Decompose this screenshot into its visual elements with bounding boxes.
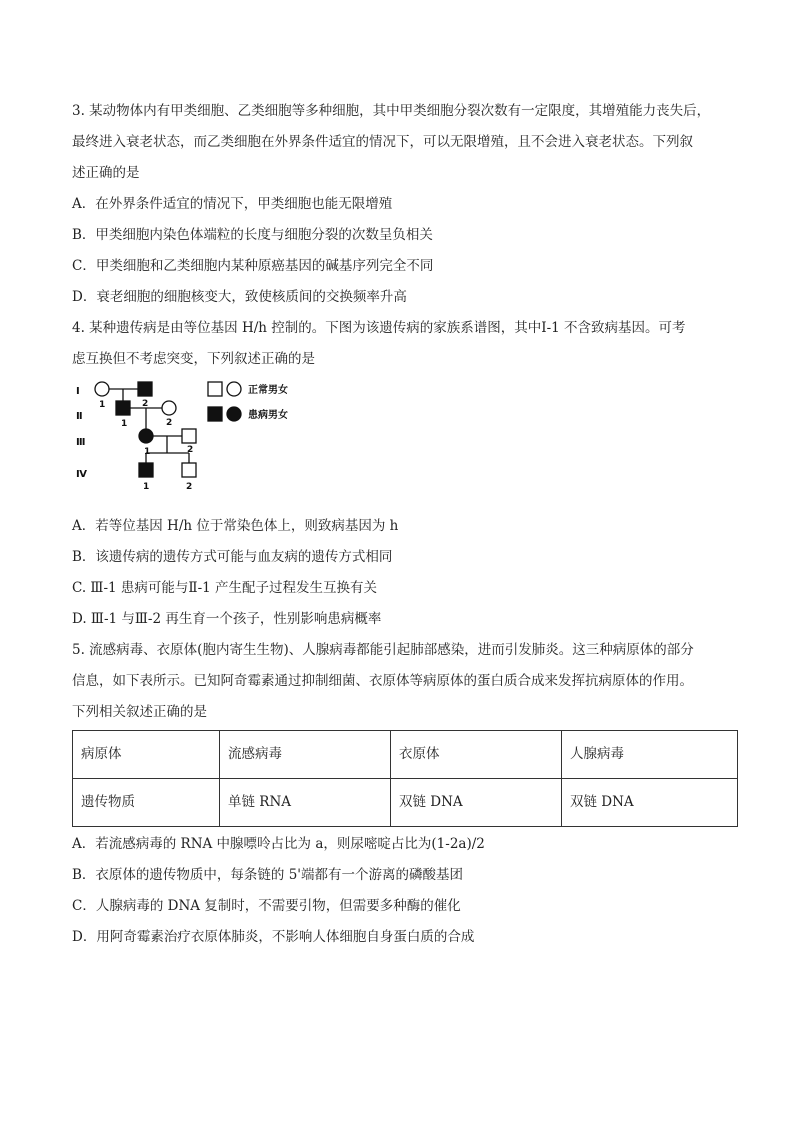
gen-label-1: Ⅰ [76,386,80,397]
q4-stem-line: 4. 某种遗传病是由等位基因 H/h 控制的。下图为该遗传病的家族系谱图，其中Ⅰ-1 不含致病基因。可考 [72,320,686,336]
q3-option-c: C．甲类细胞和乙类细胞内某种原癌基因的碱基序列完全不同 [72,258,434,274]
q4-option-a: A．若等位基因 H/h 位于常染色体上，则致病基因为 h [72,518,399,534]
individual-number: 2 [186,482,193,492]
table-cell: 病原体 [73,731,220,779]
individual-number: 1 [144,447,151,457]
table-cell: 衣原体 [391,731,562,779]
individual-number: 1 [143,482,150,492]
individual-number: 1 [99,400,106,410]
q5-option-b: B．衣原体的遗传物质中，每条链的 5'端都有一个游离的磷酸基团 [72,867,464,883]
table-cell: 双链 DNA [562,779,738,827]
pedigree-svg [72,377,332,505]
q4-stem-line: 虑互换但不考虑突变，下列叙述正确的是 [72,351,315,367]
pedigree-male-affected [116,401,130,415]
question-4 [72,313,738,635]
pedigree-male-normal [182,463,196,477]
q5-stem-line: 5. 流感病毒、衣原体(胞内寄生生物)、人腺病毒都能引起肺部感染，进而引发肺炎。这三种病原体的部分 [72,642,694,658]
legend-female-affected [227,407,241,421]
pedigree-female-normal [162,401,176,415]
exam-page [72,96,738,953]
q3-option-d: D．衰老细胞的细胞核变大，致使核质间的交换频率升高 [72,289,407,305]
q5-option-c: C．人腺病毒的 DNA 复制时，不需要引物，但需要多种酶的催化 [72,898,461,914]
question-3 [72,96,738,313]
individual-number: 1 [121,419,128,429]
q3-stem-line: 最终进入衰老状态，而乙类细胞在外界条件适宜的情况下，可以无限增殖，且不会进入衰老状态。下列叙 [72,134,693,150]
table-cell: 单链 RNA [220,779,391,827]
q4-option-b: B．该遗传病的遗传方式可能与血友病的遗传方式相同 [72,549,393,565]
q3-stem-line: 述正确的是 [72,165,140,181]
q5-stem-line: 信息，如下表所示。已知阿奇霉素通过抑制细菌、衣原体等病原体的蛋白质合成来发挥抗病原体的作用。 [72,673,693,689]
gen-label-4: Ⅳ [76,469,87,480]
pedigree-male-normal [182,429,196,443]
gen-label-2: Ⅱ [76,411,83,422]
individual-number: 2 [187,445,194,455]
pedigree-male-affected [139,463,153,477]
legend-male-affected [208,407,222,421]
question-5 [72,635,738,953]
legend-affected-label: 患病男女 [248,410,288,421]
table-cell: 人腺病毒 [562,731,738,779]
pathogen-table [72,730,738,827]
pedigree-male-affected [138,382,152,396]
table-cell: 双链 DNA [391,779,562,827]
q5-stem-line: 下列相关叙述正确的是 [72,704,207,720]
pedigree-chart [72,377,738,505]
individual-number: 2 [166,418,173,428]
table-row [73,731,738,779]
legend-normal-label: 正常男女 [248,385,288,396]
legend-male-normal [208,382,222,396]
q3-option-a: A．在外界条件适宜的情况下，甲类细胞也能无限增殖 [72,196,393,212]
q4-option-c: C. Ⅲ-1 患病可能与Ⅱ-1 产生配子过程发生互换有关 [72,580,378,596]
q3-stem-line: 3. 某动物体内有甲类细胞、乙类细胞等多种细胞，其中甲类细胞分裂次数有一定限度，其增殖能力丧失后， [72,103,711,119]
pedigree-female-affected [139,429,153,443]
q5-option-a: A．若流感病毒的 RNA 中腺嘌呤占比为 a，则尿嘧啶占比为(1-2a)/2 [72,836,485,852]
individual-number: 2 [142,399,149,409]
table-cell: 流感病毒 [220,731,391,779]
table-row [73,779,738,827]
table-cell: 遗传物质 [73,779,220,827]
q5-option-d: D．用阿奇霉素治疗衣原体肺炎，不影响人体细胞自身蛋白质的合成 [72,929,475,945]
q4-option-d: D. Ⅲ-1 与Ⅲ-2 再生育一个孩子，性别影响患病概率 [72,611,382,627]
q3-option-b: B．甲类细胞内染色体端粒的长度与细胞分裂的次数呈负相关 [72,227,433,243]
legend-female-normal [227,382,241,396]
gen-label-3: Ⅲ [76,437,86,448]
pedigree-female-normal [95,382,109,396]
